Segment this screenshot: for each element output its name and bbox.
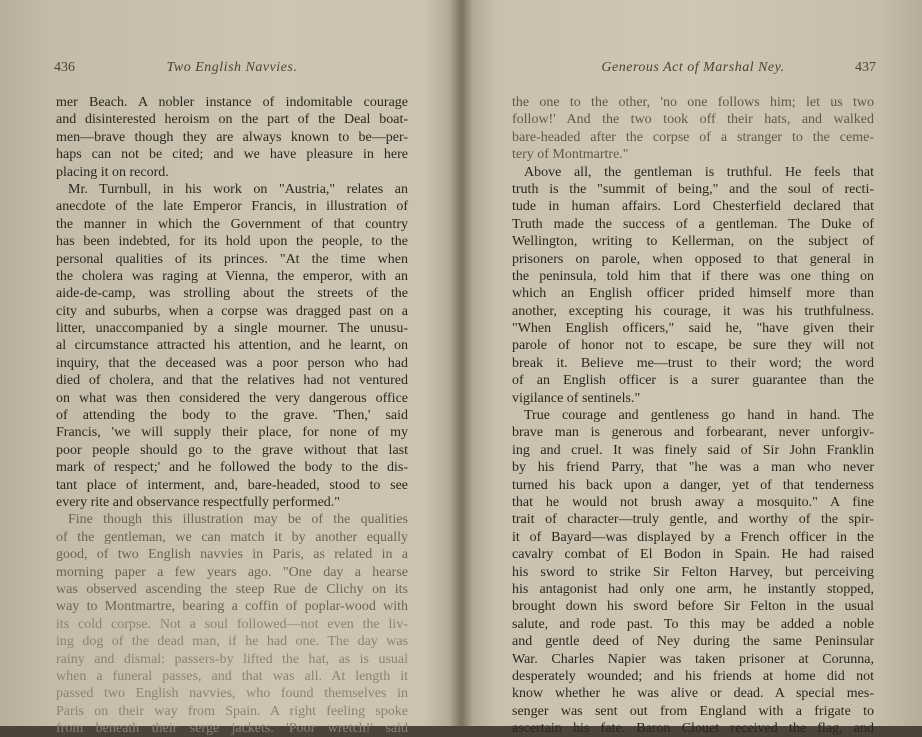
- text-line: of an English officer is a surer guarantee than the: [512, 373, 874, 389]
- text-line: litter, unaccompanied by a single mourner. The unusu-: [56, 321, 408, 337]
- text-line: aide-de-camp, was strolling about the streets of the: [56, 286, 408, 302]
- text-line: tery of Montmartre.": [512, 147, 629, 163]
- text-line: and disinterested heroism on the part of the Deal boat-: [56, 112, 408, 128]
- text-line: morning paper a few years ago. "One day a hearse: [56, 564, 408, 580]
- text-line: it of Bayard—was displayed by a French officer in the: [512, 529, 874, 545]
- text-line: parole of honor not to escape, be sure they will not: [512, 338, 874, 354]
- text-line: ing dog of the dead man, if he had one. The day was: [56, 634, 408, 650]
- text-line: his antagonist had only one arm, he instantly stopped,: [512, 581, 874, 597]
- right-page-header: [512, 60, 874, 80]
- text-line: died of cholera, and that the relatives had not ventured: [56, 373, 408, 389]
- text-line: passed two English navvies, who found themselves in: [56, 686, 408, 702]
- text-line: has been indebted, for its hold upon the people, to the: [56, 234, 408, 250]
- text-line: Fine though this illustration may be of the qualities: [68, 512, 408, 528]
- text-line: al circumstance attracted his attention, and he learnt, on: [56, 338, 408, 354]
- text-line: when a funeral passes, and that was all. At length it: [56, 668, 408, 684]
- left-running-head: Two English Navvies.: [166, 60, 298, 75]
- text-line: way to Montmartre, bearing a coffin of poplar-wood with: [56, 599, 408, 615]
- text-line: bare-headed after the corpse of a stranger to the ceme-: [512, 129, 874, 145]
- text-line: Truth made the success of a gentleman. The Duke of: [512, 216, 874, 232]
- text-line: Mr. Turnbull, in his work on "Austria," relates an: [68, 181, 408, 197]
- text-line: from beneath their serge jackets. 'Poor wretch!' said: [56, 721, 408, 737]
- book-gutter: [449, 0, 473, 726]
- text-line: True courage and gentleness go hand in hand. The: [524, 408, 874, 424]
- text-line: senger was sent out from England with a frigate to: [512, 703, 874, 719]
- text-line: ascertain his fate. Baron Clouet received the flag, and: [512, 721, 874, 737]
- left-page-header: [56, 60, 408, 80]
- text-line: know whether he was alive or dead. A special mes-: [512, 686, 874, 702]
- text-line: War. Charles Napier was taken prisoner at Corunna,: [512, 651, 874, 667]
- text-line: brave man is generous and forbearant, never unforgiv-: [512, 425, 874, 441]
- text-line: mark of respect;' and he followed the body to the dis-: [56, 460, 408, 476]
- text-line: Paris on their way from Spain. A right feeling spoke: [56, 703, 408, 719]
- right-running-head: Generous Act of Marshal Ney.: [601, 60, 785, 75]
- text-line: good, of two English navvies in Paris, as related in a: [56, 547, 408, 563]
- text-line: truth is the "summit of being," and the soul of recti-: [512, 181, 874, 197]
- left-page-number: 436: [54, 60, 75, 75]
- text-line: "When English officers," said he, "have given their: [512, 321, 874, 337]
- text-line: follow!' And the two took off their hats, and walked: [512, 112, 874, 128]
- text-line: that he would not brush away a mosquito." A fine: [512, 494, 874, 510]
- text-line: city and suburbs, when a corpse was dragged past on a: [56, 303, 408, 319]
- text-line: by his friend Parry, that "he was a man who never: [512, 460, 874, 476]
- text-line: his sword to strike Sir Felton Harvey, but perceiving: [512, 564, 874, 580]
- text-line: of the gentleman, we can match it by another equally: [56, 529, 408, 545]
- text-line: the one to the other, 'no one follows him; let us two: [512, 95, 874, 110]
- text-line: personal qualities of its princes. "At the time when: [56, 251, 408, 267]
- text-line: poor people should go to the grave without that last: [56, 442, 408, 458]
- text-line: men—brave though they are always known to be—per-: [56, 129, 408, 145]
- text-line: ing and cruel. It was finely said of Sir John Franklin: [512, 442, 874, 458]
- text-line: every rite and observance respectfully performed.": [56, 494, 341, 510]
- text-line: desperately wounded; and his friends at home did not: [512, 668, 874, 684]
- text-line: Wellington, writing to Kellerman, on the subject of: [512, 234, 874, 250]
- text-line: vigilance of sentinels.": [512, 390, 641, 406]
- text-line: mer Beach. A nobler instance of indomitable courage: [56, 95, 408, 110]
- text-line: salute, and rode past. To this may be added a noble: [512, 616, 874, 632]
- text-line: the cholera was raging at Vienna, the emperor, with an: [56, 268, 408, 284]
- text-line: of attending the body to the grave. 'Then,' said: [56, 408, 408, 424]
- text-line: cavalry combat of El Bodon in Spain. He had raised: [512, 547, 874, 563]
- text-line: placing it on record.: [56, 164, 169, 180]
- text-line: the peninsula, told him that if there was one thing on: [512, 268, 874, 284]
- text-line: the manner in which the Government of that country: [56, 216, 408, 232]
- right-page-number: 437: [855, 60, 876, 75]
- left-page-text: [56, 94, 408, 737]
- text-line: on what was then considered the very dangerous office: [56, 390, 408, 406]
- text-line: turned his back upon a danger, yet of that tenderness: [512, 477, 874, 493]
- right-page: [512, 0, 876, 737]
- text-line: and gentle deed of Ney during the same Peninsular: [512, 634, 874, 650]
- text-line: rainy and dismal: passers-by lifted the hat, as is usual: [56, 651, 408, 667]
- text-line: break it. Believe me—trust to their word; the word: [512, 355, 874, 371]
- text-line: inquiry, that the deceased was a poor person who had: [56, 355, 408, 371]
- right-page-text: [512, 94, 874, 737]
- text-line: which an English officer prided himself more than: [512, 286, 874, 302]
- text-line: brought down his sword before Sir Felton in the usual: [512, 599, 874, 615]
- text-line: was observed ascending the steep Rue de Clichy on its: [56, 581, 408, 597]
- text-line: anecdote of the late Emperor Francis, in illustration of: [56, 199, 408, 215]
- text-line: Francis, 'we will supply their place, for none of my: [56, 425, 408, 441]
- text-line: trait of character—truly gentle, and worthy of the spir-: [512, 512, 874, 528]
- text-line: its cold corpse. Not a soul followed—not even the liv-: [56, 616, 408, 632]
- text-line: prisoners on parole, when opposed to that general in: [512, 251, 874, 267]
- text-line: tude in human affairs. Lord Chesterfield declared that: [512, 199, 874, 215]
- text-line: haps can not be cited; and we have pleasure in here: [56, 147, 408, 163]
- text-line: tant place of interment, and, bare-headed, stood to see: [56, 477, 408, 493]
- text-line: Above all, the gentleman is truthful. He feels that: [524, 164, 874, 180]
- left-page: [54, 0, 408, 737]
- text-line: another, excepting his courage, it was his truthfulness.: [512, 303, 874, 319]
